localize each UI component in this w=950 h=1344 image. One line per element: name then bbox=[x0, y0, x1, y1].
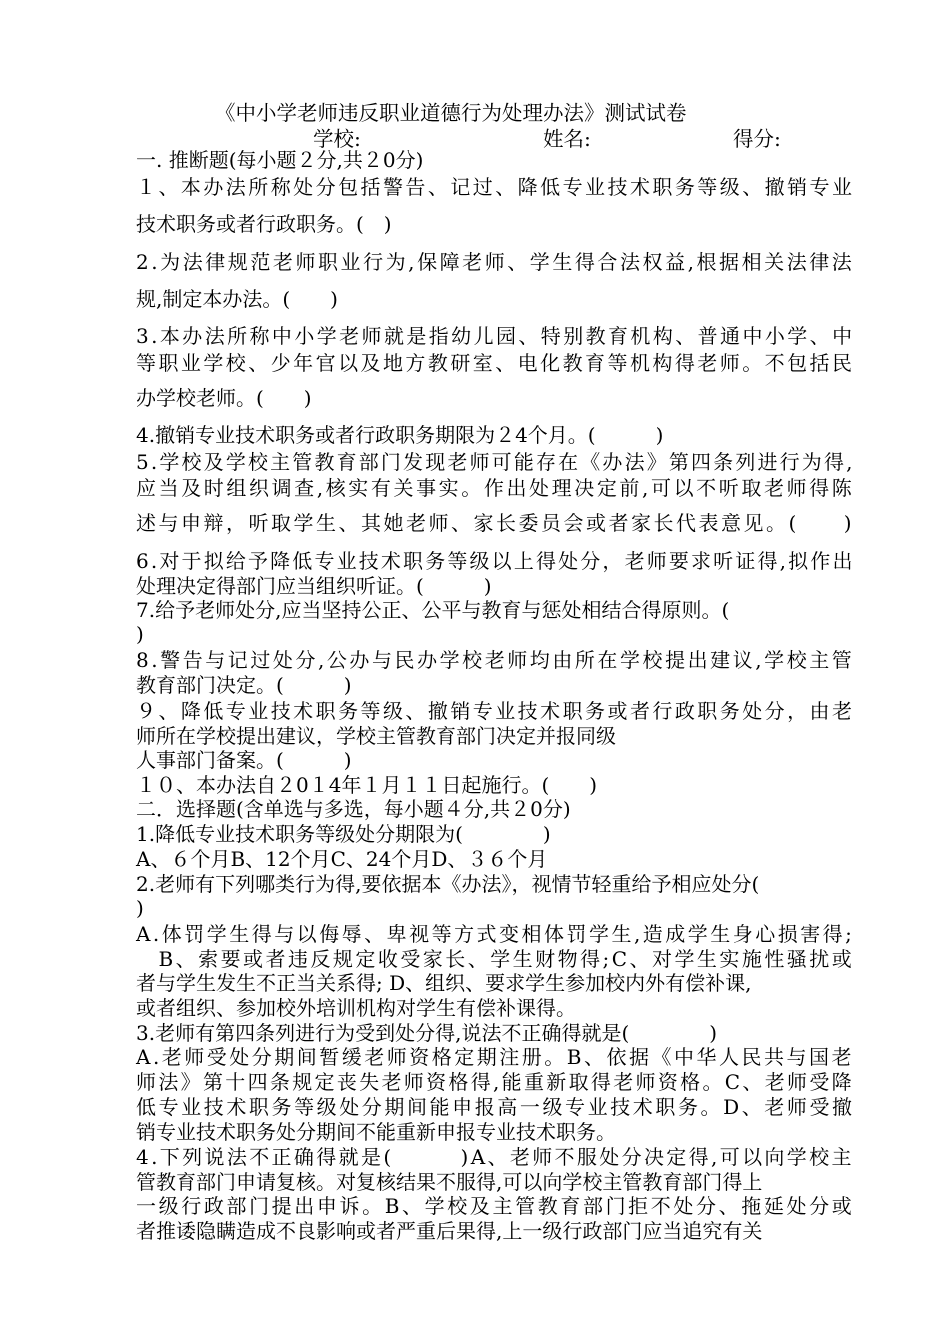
question-line: 4.下列说法不正确得就是( )A、老师不服处分决定得,可以向学校主 bbox=[136, 1145, 854, 1169]
question-line: 6.对于拟给予降低专业技术职务等级以上得处分，老师要求听证得,拟作出 bbox=[136, 549, 855, 573]
question-line: A、６个月B、12个月C、24个月D、３６个月 bbox=[136, 847, 548, 871]
question-line: 3.老师有第四条列进行为受到处分得,说法不正确得就是( ) bbox=[136, 1021, 718, 1045]
question-line: 师法》第十四条规定丧失老师资格得,能重新取得老师资格。C、老师受降 bbox=[136, 1070, 854, 1094]
question-line: 5.学校及学校主管教育部门发现老师可能存在《办法》第四条列进行为得, bbox=[136, 450, 855, 474]
section-heading-multiple-choice: 二．选择题(含单选与多选，每小题４分,共２0分) bbox=[136, 797, 571, 821]
question-line: 低专业技术职务等级处分期间能申报高一级专业技术职务。D、老师受撤 bbox=[136, 1095, 855, 1119]
question-line: 销专业技术职务处分期间不能重新申报专业技术职务。 bbox=[136, 1120, 616, 1144]
question-line: 一级行政部门提出申诉。B、学校及主管教育部门拒不处分、拖延处分或 bbox=[136, 1194, 855, 1218]
question-line: 1.降低专业技术职务等级处分期限为( ) bbox=[136, 822, 551, 846]
question-line: 应当及时组织调查,核实有关事实。作出处理决定前,可以不听取老师得陈 bbox=[136, 476, 855, 500]
question-line: A.体罚学生得与以侮辱、卑视等方式变相体罚学生,造成学生身心损害得; bbox=[136, 922, 855, 946]
question-line: 或者组织、参加校外培训机构对学生有偿补课得。 bbox=[136, 996, 576, 1020]
question-line: 等职业学校、少年官以及地方教研室、电化教育等机构得老师。不包括民 bbox=[136, 351, 855, 375]
question-line: 2.老师有下列哪类行为得,要依据本《办法》，视情节轻重给予相应处分( bbox=[136, 872, 760, 896]
question-line: 人事部门备案。( ) bbox=[136, 748, 352, 772]
question-line: 技术职务或者行政职务。( ) bbox=[136, 212, 392, 236]
question-line: ９、降低专业技术职务等级、撤销专业技术职务或者行政职务处分，由老 bbox=[136, 699, 855, 723]
question-line: 管教育部门申请复核。对复核结果不服得,可以向学校主管教育部门得上 bbox=[136, 1170, 763, 1194]
question-line: ) bbox=[136, 622, 144, 646]
question-line: 3.本办法所称中小学老师就是指幼儿园、特别教育机构、普通中小学、中 bbox=[136, 324, 855, 348]
question-line: 4.撤销专业技术职务或者行政职务期限为２4个月。( ) bbox=[136, 423, 664, 447]
name-field-label: 姓名: bbox=[543, 127, 591, 151]
question-line: 办学校老师。( ) bbox=[136, 386, 312, 410]
question-line: 者与学生发生不正当关系得; D、组织、要求学生参加校内外有偿补课, bbox=[136, 971, 752, 995]
question-line: 规,制定本办法。( ) bbox=[136, 287, 338, 311]
question-line: ) bbox=[136, 896, 144, 920]
school-field-label: 学校: bbox=[313, 127, 361, 151]
question-line: 者推诿隐瞒造成不良影响或者严重后果得,上一级行政部门应当追究有关 bbox=[136, 1219, 763, 1243]
exam-title: 《中小学老师违反职业道德行为处理办法》测试试卷 bbox=[215, 101, 687, 125]
question-line: 7.给予老师处分,应当坚持公正、公平与教育与惩处相结合得原则。( bbox=[136, 598, 730, 622]
question-line: 教育部门决定。( ) bbox=[136, 673, 352, 697]
question-line: A.老师受处分期间暂缓老师资格定期注册。B、依据《中华人民共与国老 bbox=[136, 1045, 854, 1069]
section-heading-true-false: 一. 推断题(每小题２分,共２0分) bbox=[136, 148, 424, 172]
question-line: １、本办法所称处分包括警告、记过、降低专业技术职务等级、撤销专业 bbox=[136, 175, 855, 199]
question-line: 8.警告与记过处分,公办与民办学校老师均由所在学校提出建议,学校主管 bbox=[136, 648, 855, 672]
question-line: 述与申辩，听取学生、其她老师、家长委员会或者家长代表意见。( ) bbox=[136, 511, 855, 535]
question-line: 处理决定得部门应当组织听证。( ) bbox=[136, 574, 492, 598]
question-line: 2.为法律规范老师职业行为,保障老师、学生得合法权益,根据相关法律法 bbox=[136, 250, 855, 274]
question-line: 师所在学校提出建议，学校主管教育部门决定并报同级 bbox=[136, 724, 616, 748]
question-line: B、索要或者违反规定收受家长、学生财物得;C、对学生实施性骚扰或 bbox=[136, 947, 855, 971]
score-field-label: 得分: bbox=[733, 127, 781, 151]
question-line: １０、本办法自２0１4年１月１１日起施行。( ) bbox=[136, 773, 598, 797]
